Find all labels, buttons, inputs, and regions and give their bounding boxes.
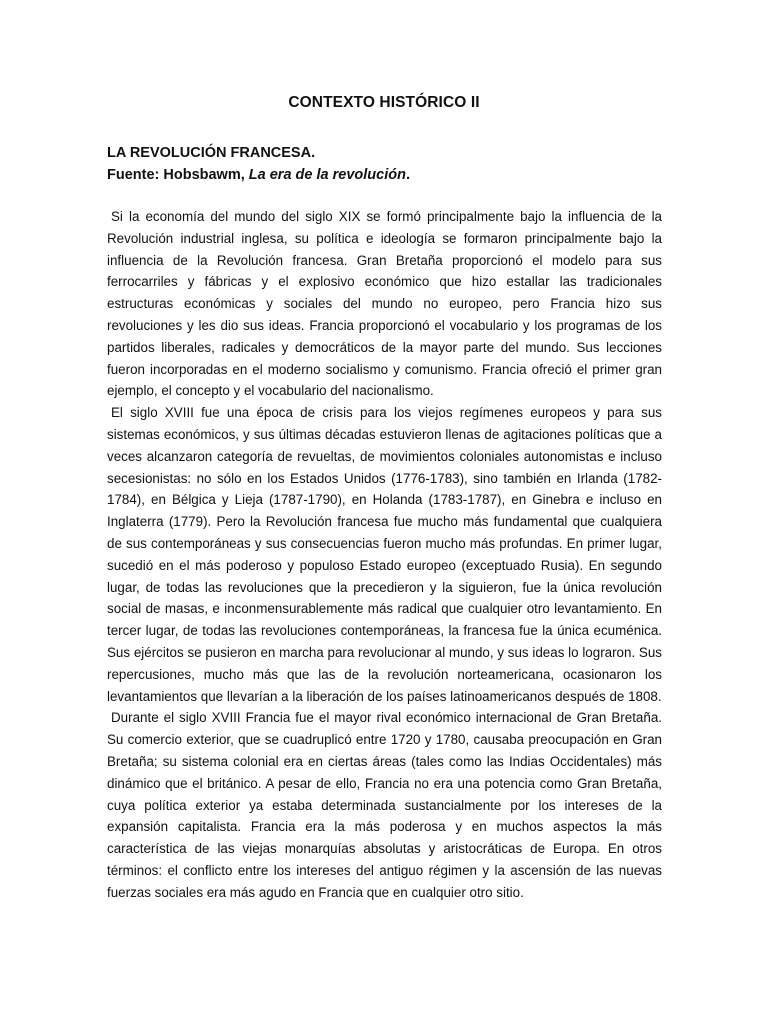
source-suffix: . bbox=[405, 167, 410, 183]
body-text bbox=[107, 206, 662, 904]
paragraph-1: Si la economía del mundo del siglo XIX se formó principalmente bajo la influencia de la Revolución industrial inglesa, su política e ideología se formaron principalmente bajo la influencia de la Revolución francesa. Gran Bretaña proporcionó el modelo para sus ferrocarriles y fábricas y el explosivo económico que hizo estallar las tradicionales estructuras económicas y sociales del mundo no europeo, pero Francia hizo sus revoluciones y les dio sus ideas. Francia proporcionó el vocabulario y los programas de los partidos liberales, radicales y democráticos de la mayor parte del mundo. Sus lecciones fueron incorporadas en el moderno socialismo y comunismo. Francia ofreció el primer gran ejemplo, el concepto y el vocabulario del nacionalismo. bbox=[107, 209, 662, 399]
paragraph-2: El siglo XVIII fue una época de crisis para los viejos regímenes europeos y para sus sistemas económicos, y sus últimas décadas estuvieron llenas de agitaciones políticas que a veces alcanzaron categoría de revueltas, de movimientos coloniales autonomistas e incluso secesionistas: no sólo en los Estados Unidos (1776-1783), sino también en Irlanda (1782-1784), en Bélgica y Lieja (1787-1790), en Holanda (1783-1787), en Ginebra e incluso en Inglaterra (1779). Pero la Revolución francesa fue mucho más fundamental que cualquiera de sus contemporáneas y sus consecuencias fueron mucho más profundas. En primer lugar, sucedió en el más poderoso y populoso Estado europeo (exceptuado Rusia). En segundo lugar, de todas las revoluciones que la precedieron y la siguieron, fue la única revolución social de masas, e inconmensurablemente más radical que cualquier otro levantamiento. En tercer lugar, de todas las revoluciones contemporáneas, la francesa fue la única ecuménica. Sus ejércitos se pusieron en marcha para revolucionar al mundo, y sus ideas lo lograron. Sus repercusiones, mucho más que las de la revolución norteamericana, ocasionaron los levantamientos que llevarían a la liberación de los países latinoamericanos después de 1808. bbox=[107, 405, 662, 704]
page-title: CONTEXTO HISTÓRICO II bbox=[288, 94, 480, 111]
source-line bbox=[107, 164, 667, 186]
section-heading: LA REVOLUCIÓN FRANCESA. bbox=[107, 145, 316, 161]
source-prefix: Fuente: Hobsbawm, bbox=[107, 167, 249, 183]
source-work-title: La era de la revolución bbox=[248, 167, 406, 183]
paragraph-3: Durante el siglo XVIII Francia fue el mayor rival económico internacional de Gran Bretaña. Su comercio exterior, que se cuadruplicó entre 1720 y 1780, causaba preocupación en Gran Bretaña; su sistema colonial era en ciertas áreas (tales como las Indias Occidentales) más dinámico que el británico. A pesar de ello, Francia no era una potencia como Gran Bretaña, cuya política exterior ya estaba determinada sustancialmente por los intereses de la expansión capitalista. Francia era la más poderosa y en muchos aspectos la más característica de las viejas monarquías absolutas y aristocráticas de Europa. En otros términos: el conflicto entre los intereses del antiguo régimen y la ascensión de las nuevas fuerzas sociales era más agudo en Francia que en cualquier otro sitio. bbox=[107, 710, 662, 900]
section-header bbox=[107, 142, 667, 186]
